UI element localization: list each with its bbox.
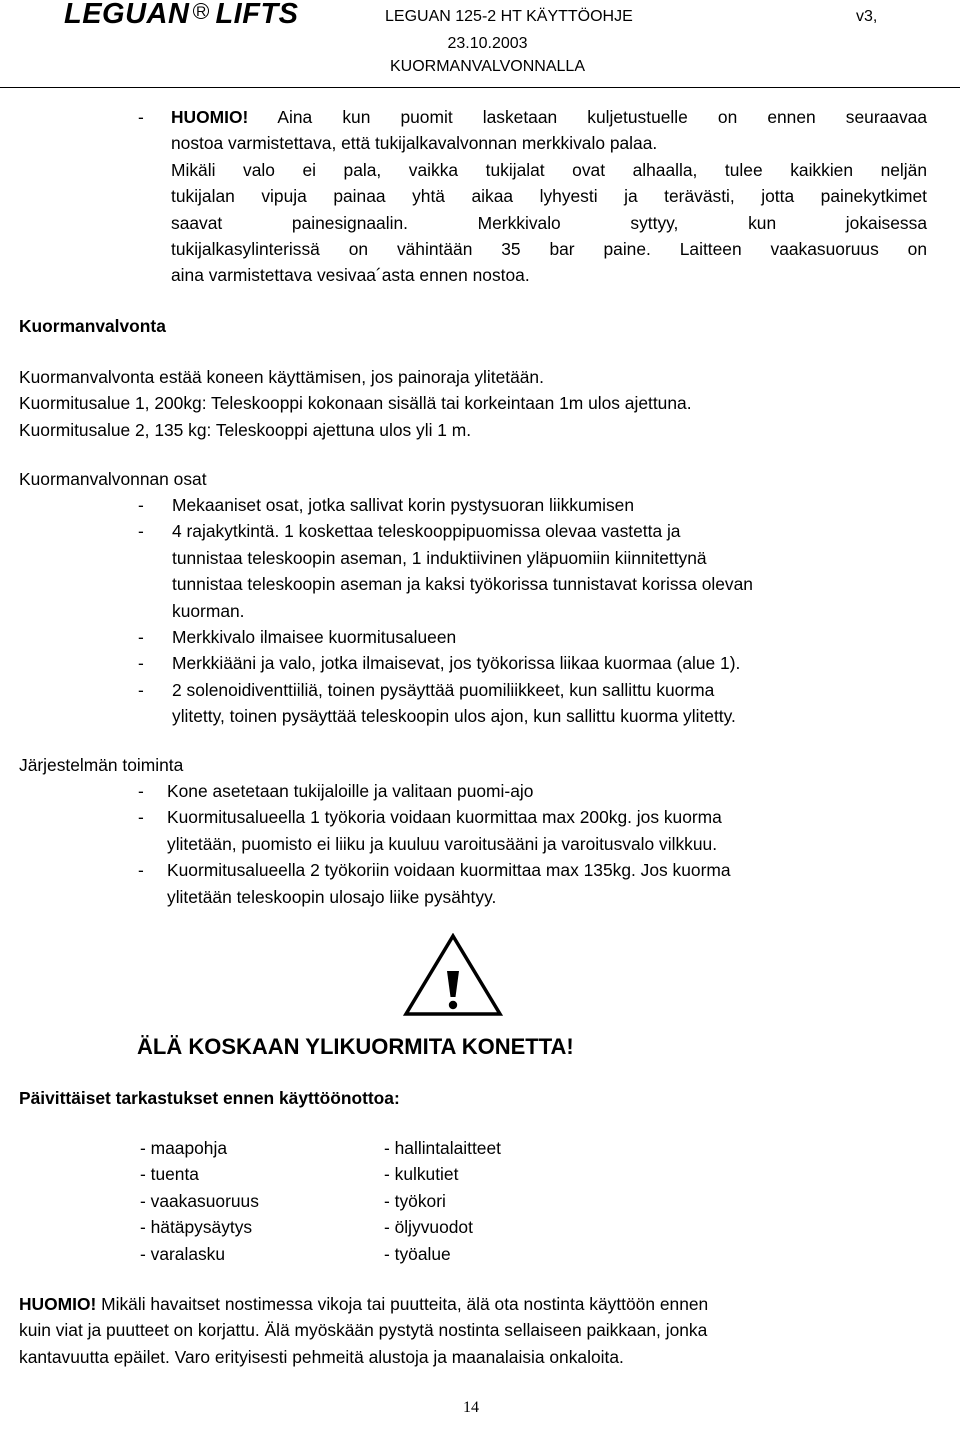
list-item: - työalue bbox=[384, 1243, 451, 1264]
top-note-line-3: Mikäli valo ei pala, vaikka tukijalat ovat alhaalla, tulee kaikkien neljän bbox=[171, 159, 927, 180]
top-note-line-2: nostoa varmistettava, että tukijalkavalvonnan merkkivalo palaa. bbox=[171, 133, 658, 154]
load-control-line-2: Kuormitusalue 1, 200kg: Teleskooppi kokonaan sisällä tai korkeintaan 1m ulos ajettuna. bbox=[19, 393, 692, 414]
list-item: - maapohja bbox=[140, 1138, 228, 1158]
list-item: - tuenta bbox=[140, 1164, 199, 1185]
parts-list bbox=[0, 492, 960, 730]
top-note-line-7: aina varmistettava vesivaa´asta ennen nostoa. bbox=[171, 265, 530, 286]
daily-checks-left bbox=[140, 1135, 259, 1267]
top-note-line-1: HUOMIO! Aina kun puomit lasketaan kuljetustuelle on ennen seuraavaa bbox=[171, 107, 927, 127]
system-list bbox=[0, 778, 960, 910]
doc-version: v3, bbox=[856, 8, 878, 25]
list-item: - vaakasuoruus bbox=[140, 1190, 259, 1211]
load-control-text bbox=[19, 364, 939, 443]
top-note-dash: - bbox=[138, 107, 144, 127]
daily-checks-heading: Päivittäiset tarkastukset ennen käyttöönottoa: bbox=[19, 1088, 400, 1108]
warning-triangle-icon bbox=[403, 933, 503, 1017]
final-note-line-1: HUOMIO! Mikäli havaitset nostimessa vikoja tai puutteita, älä ota nostinta käyttöön ennen bbox=[19, 1294, 709, 1314]
list-item: - Merkkivalo ilmaisee kuormitusalueen bbox=[138, 627, 457, 648]
load-control-line-3: Kuormitusalue 2, 135 kg: Teleskooppi ajettuna ulos yli 1 m. bbox=[19, 419, 472, 440]
list-item: - Kuormitusalueella 1 työkoria voidaan kuormittaa max 200kg. jos kuorma ylitetään, puomisto ei liiku ja kuuluu varoitusääni ja varoitusvalo vilkkuu. bbox=[138, 807, 722, 854]
list-item: - hätäpysäytys bbox=[140, 1217, 253, 1238]
load-control-heading: Kuormanvalvonta bbox=[19, 316, 166, 336]
list-item: - Merkkiääni ja valo, jotka ilmaisevat, jos työkorissa liikaa kuormaa (alue 1). bbox=[138, 653, 741, 674]
list-item: - 2 solenoidiventtiiliä, toinen pysäyttää puomiliikkeet, kun sallittu kuorma ylitetty, toinen pysäyttää teleskoopin ulos ajon, kun sallittu kuorma ylitetty. bbox=[138, 679, 736, 727]
registered-mark: R bbox=[193, 3, 209, 19]
page-number: 14 bbox=[463, 1399, 479, 1416]
final-note-line-3: kantavuutta epäilet. Varo erityisesti pehmeitä alustoja ja maanalaisia onkaloita. bbox=[19, 1346, 624, 1367]
top-note-line-6: tukijalkasylinterissä on vähintään 35 bar paine. Laitteen vaakasuoruus on bbox=[171, 239, 927, 260]
doc-date: 23.10.2003 bbox=[447, 35, 528, 52]
list-item: - Kone asetetaan tukijaloille ja valitaan puomi-ajo bbox=[138, 781, 534, 801]
final-note bbox=[19, 1291, 919, 1370]
header-divider bbox=[0, 87, 960, 88]
top-note-line-5: saavat painesignaalin. Merkkivalo syttyy, kun jokaisessa bbox=[171, 212, 927, 233]
doc-title: LEGUAN 125-2 HT KÄYTTÖOHJE bbox=[385, 8, 633, 25]
system-heading: Järjestelmän toiminta bbox=[19, 755, 184, 775]
top-note bbox=[171, 104, 927, 289]
list-item: - työkori bbox=[384, 1190, 446, 1211]
parts-heading: Kuormanvalvonnan osat bbox=[19, 469, 207, 489]
list-item: - öljyvuodot bbox=[384, 1217, 473, 1238]
list-item: - Mekaaniset osat, jotka sallivat korin pystysuoran liikkumisen bbox=[138, 495, 635, 515]
brand-logo: LEGUAN $^R$ LIFTS bbox=[64, 0, 299, 30]
list-item: - 4 rajakytkintä. 1 koskettaa teleskooppipuomissa olevaa vastetta ja tunnistaa teleskoopin aseman, 1 induktiivinen yläpuomiin kiinnitettynä tunnistaa teleskoopin aseman ja kaksi työkorissa tunnistavat korissa olevan kuorman. bbox=[138, 521, 753, 621]
list-item: - varalasku bbox=[140, 1243, 226, 1264]
daily-checks-right bbox=[384, 1135, 501, 1267]
final-note-line-2: kuin viat ja puutteet on korjattu. Älä myöskään pystytä nostinta sellaiseen paikkaan, jonka bbox=[19, 1320, 708, 1341]
load-control-line-1: Kuormanvalvonta estää koneen käyttämisen, jos painoraja ylitetään. bbox=[19, 367, 544, 387]
top-note-line-4: tukijalan vipuja painaa yhtä aikaa lyhyesti ja terävästi, jotta painekytkimet bbox=[171, 186, 927, 207]
doc-section: KUORMANVALVONNALLA bbox=[389, 58, 585, 75]
list-item: - hallintalaitteet bbox=[384, 1138, 501, 1158]
list-item: - Kuormitusalueella 2 työkoriin voidaan kuormittaa max 135kg. Jos kuorma ylitetään teleskoopin ulosajo liike pysähtyy. bbox=[138, 860, 731, 907]
warning-text: ÄLÄ KOSKAAN YLIKUORMITA KONETTA! bbox=[137, 1034, 574, 1059]
list-item: - kulkutiet bbox=[384, 1164, 459, 1185]
